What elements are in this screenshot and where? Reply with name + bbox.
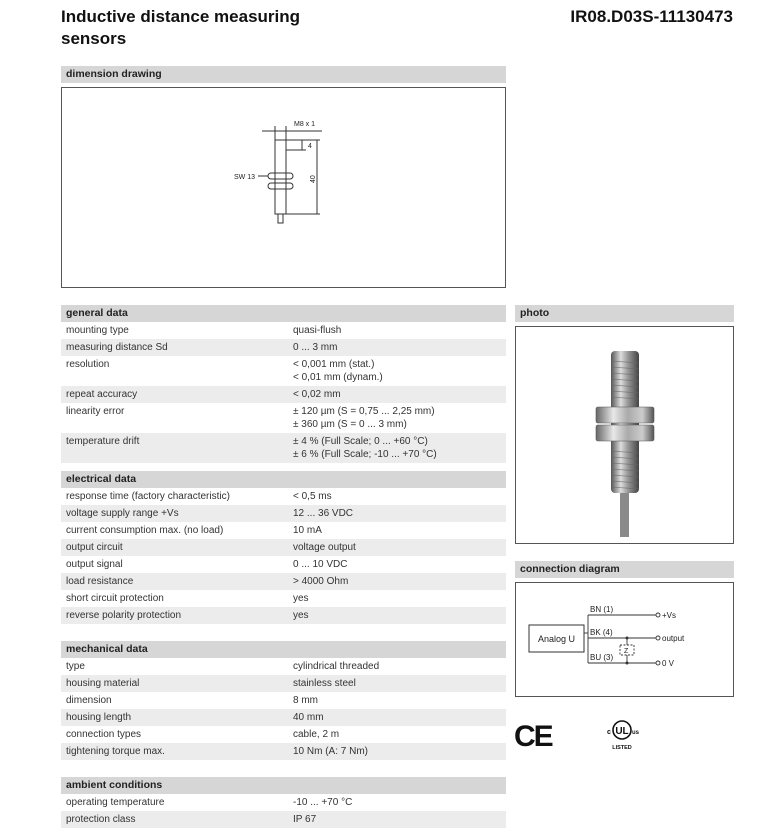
table-row: [61, 692, 506, 709]
row-value: [293, 796, 506, 809]
table-row: [61, 573, 506, 590]
row-value: [293, 358, 506, 384]
table-row: [61, 488, 506, 505]
row-label: temperature drift: [66, 436, 140, 447]
table-row: [61, 386, 506, 403]
row-value-line: cylindrical threaded: [293, 661, 380, 672]
table-row: [61, 658, 506, 675]
row-value-line: 10 Nm (A: 7 Nm): [293, 746, 369, 757]
row-label: tightening torque max.: [66, 746, 165, 757]
row-value: [293, 388, 506, 401]
product-code: IR08.D03S-11130473: [570, 7, 733, 26]
table-row: [61, 403, 506, 433]
row-value-line: ± 6 % (Full Scale; -10 ... +70 °C): [293, 449, 437, 460]
row-value-line: < 0,5 ms: [293, 491, 332, 502]
row-value-line: < 0,01 mm (dynam.): [293, 372, 383, 383]
row-value: [293, 490, 506, 503]
table-row: [61, 590, 506, 607]
thread-label: M8 x 1: [294, 121, 316, 128]
table-row: [61, 743, 506, 760]
row-value-line: ± 4 % (Full Scale; 0 ... +60 °C): [293, 436, 428, 447]
row-value-line: IP 67: [293, 814, 317, 825]
row-value: [293, 728, 506, 741]
ul-listed-text: LISTED: [612, 745, 632, 751]
row-value-line: yes: [293, 610, 309, 621]
page-title: Inductive distance measuring sensors: [61, 7, 301, 48]
cable-stub: [278, 214, 283, 223]
table-row: [61, 522, 506, 539]
row-value: [293, 324, 506, 337]
ul-c-letter: c: [607, 729, 611, 736]
row-value-line: < 0,001 mm (stat.): [293, 359, 375, 370]
row-label: short circuit protection: [66, 593, 164, 604]
row-label: response time (factory characteristic): [66, 491, 230, 502]
row-value: [293, 813, 506, 826]
dimension-drawing: [62, 88, 505, 287]
row-value: [293, 435, 506, 461]
table-row: [61, 709, 506, 726]
row-value-line: 0 ... 3 mm: [293, 342, 338, 353]
analog-u-label: Analog U: [538, 634, 576, 644]
table-row: [61, 726, 506, 743]
row-label: connection types: [66, 729, 142, 740]
row-label: housing length: [66, 712, 132, 723]
terminal-output-label: output: [662, 634, 685, 643]
sensor-body-outline: [275, 140, 286, 214]
table-row: [61, 675, 506, 692]
row-value: [293, 609, 506, 622]
row-value-line: 40 mm: [293, 712, 324, 723]
row-value-line: ± 360 µm (S = 0 ... 3 mm): [293, 419, 407, 430]
row-value-line: cable, 2 m: [293, 729, 340, 740]
row-value-line: -10 ... +70 °C: [293, 797, 353, 808]
row-value-line: ± 120 µm (S = 0,75 ... 2,25 mm): [293, 406, 435, 417]
row-value-line: voltage output: [293, 542, 356, 553]
row-label: output circuit: [66, 542, 123, 553]
wire-bk-label: BK (4): [590, 628, 613, 637]
terminal-vs-label: +Vs: [662, 611, 677, 620]
row-value: [293, 711, 506, 724]
nut-upper: [268, 173, 293, 179]
section-header-dimension-drawing: dimension drawing: [61, 66, 506, 83]
sensor-cable: [620, 493, 629, 537]
row-value-line: stainless steel: [293, 678, 356, 689]
row-label: output signal: [66, 559, 123, 570]
table-row: [61, 322, 506, 339]
table-row: [61, 811, 506, 828]
row-value: [293, 558, 506, 571]
row-label: mounting type: [66, 325, 129, 336]
photo-nut-lower: [596, 425, 654, 441]
row-value: [293, 541, 506, 554]
ul-listed-mark: [604, 716, 640, 754]
row-value-line: 12 ... 36 VDC: [293, 508, 354, 519]
nut-lower: [268, 183, 293, 189]
table-row: [61, 607, 506, 624]
dimension-length: 40: [310, 175, 317, 183]
row-label: load resistance: [66, 576, 134, 587]
table-row: [61, 356, 506, 386]
row-label: reverse polarity protection: [66, 610, 182, 621]
row-label: resolution: [66, 359, 110, 370]
ce-mark: CE: [514, 720, 552, 753]
section-header-photo: photo: [515, 305, 734, 322]
row-value: [293, 592, 506, 605]
section-header-electrical-data: electrical data: [61, 471, 506, 488]
row-value-line: 8 mm: [293, 695, 318, 706]
row-label: voltage supply range +Vs: [66, 508, 179, 519]
row-label: housing material: [66, 678, 140, 689]
photo-box: [515, 326, 734, 544]
dimension-small: 4: [308, 143, 312, 150]
connection-diagram-box: [515, 582, 734, 697]
ul-letters: UL: [615, 726, 629, 737]
row-value: [293, 677, 506, 690]
electrical-data-table: [61, 488, 506, 624]
row-label: repeat accuracy: [66, 389, 138, 400]
section-header-mechanical-data: mechanical data: [61, 641, 506, 658]
row-value-line: yes: [293, 593, 309, 604]
row-value-line: < 0,02 mm: [293, 389, 341, 400]
wrench-size-label: SW 13: [234, 174, 256, 181]
table-row: [61, 794, 506, 811]
wire-bu-label: BU (3): [590, 653, 614, 662]
row-value: [293, 745, 506, 758]
general-data-table: [61, 322, 506, 463]
table-row: [61, 556, 506, 573]
sensor-photo: [516, 327, 733, 543]
table-row: [61, 505, 506, 522]
row-label: protection class: [66, 814, 136, 825]
mechanical-data-table: [61, 658, 506, 760]
table-row: [61, 339, 506, 356]
row-value: [293, 524, 506, 537]
row-value: [293, 660, 506, 673]
row-value: [293, 694, 506, 707]
section-header-general-data: general data: [61, 305, 506, 322]
row-label: linearity error: [66, 406, 125, 417]
row-label: measuring distance Sd: [66, 342, 168, 353]
row-label: type: [66, 661, 85, 672]
row-value-line: 0 ... 10 VDC: [293, 559, 348, 570]
load-symbol-label: Z: [624, 648, 629, 655]
table-row: [61, 433, 506, 463]
connection-diagram: [516, 583, 733, 696]
row-value: [293, 405, 506, 431]
row-label: operating temperature: [66, 797, 165, 808]
ul-us-letters: us: [632, 730, 640, 736]
row-label: dimension: [66, 695, 112, 706]
table-row: [61, 539, 506, 556]
row-value: [293, 341, 506, 354]
dimension-drawing-box: [61, 87, 506, 288]
section-header-connection-diagram: connection diagram: [515, 561, 734, 578]
wire-bn-label: BN (1): [590, 605, 614, 614]
row-label: current consumption max. (no load): [66, 525, 224, 536]
row-value-line: 10 mA: [293, 525, 322, 536]
row-value-line: quasi-flush: [293, 325, 342, 336]
section-header-ambient-conditions: ambient conditions: [61, 777, 506, 794]
ambient-conditions-table: [61, 794, 506, 828]
row-value: [293, 575, 506, 588]
terminal-0v-label: 0 V: [662, 659, 675, 668]
row-value-line: > 4000 Ohm: [293, 576, 349, 587]
photo-nut-upper: [596, 407, 654, 423]
row-value: [293, 507, 506, 520]
